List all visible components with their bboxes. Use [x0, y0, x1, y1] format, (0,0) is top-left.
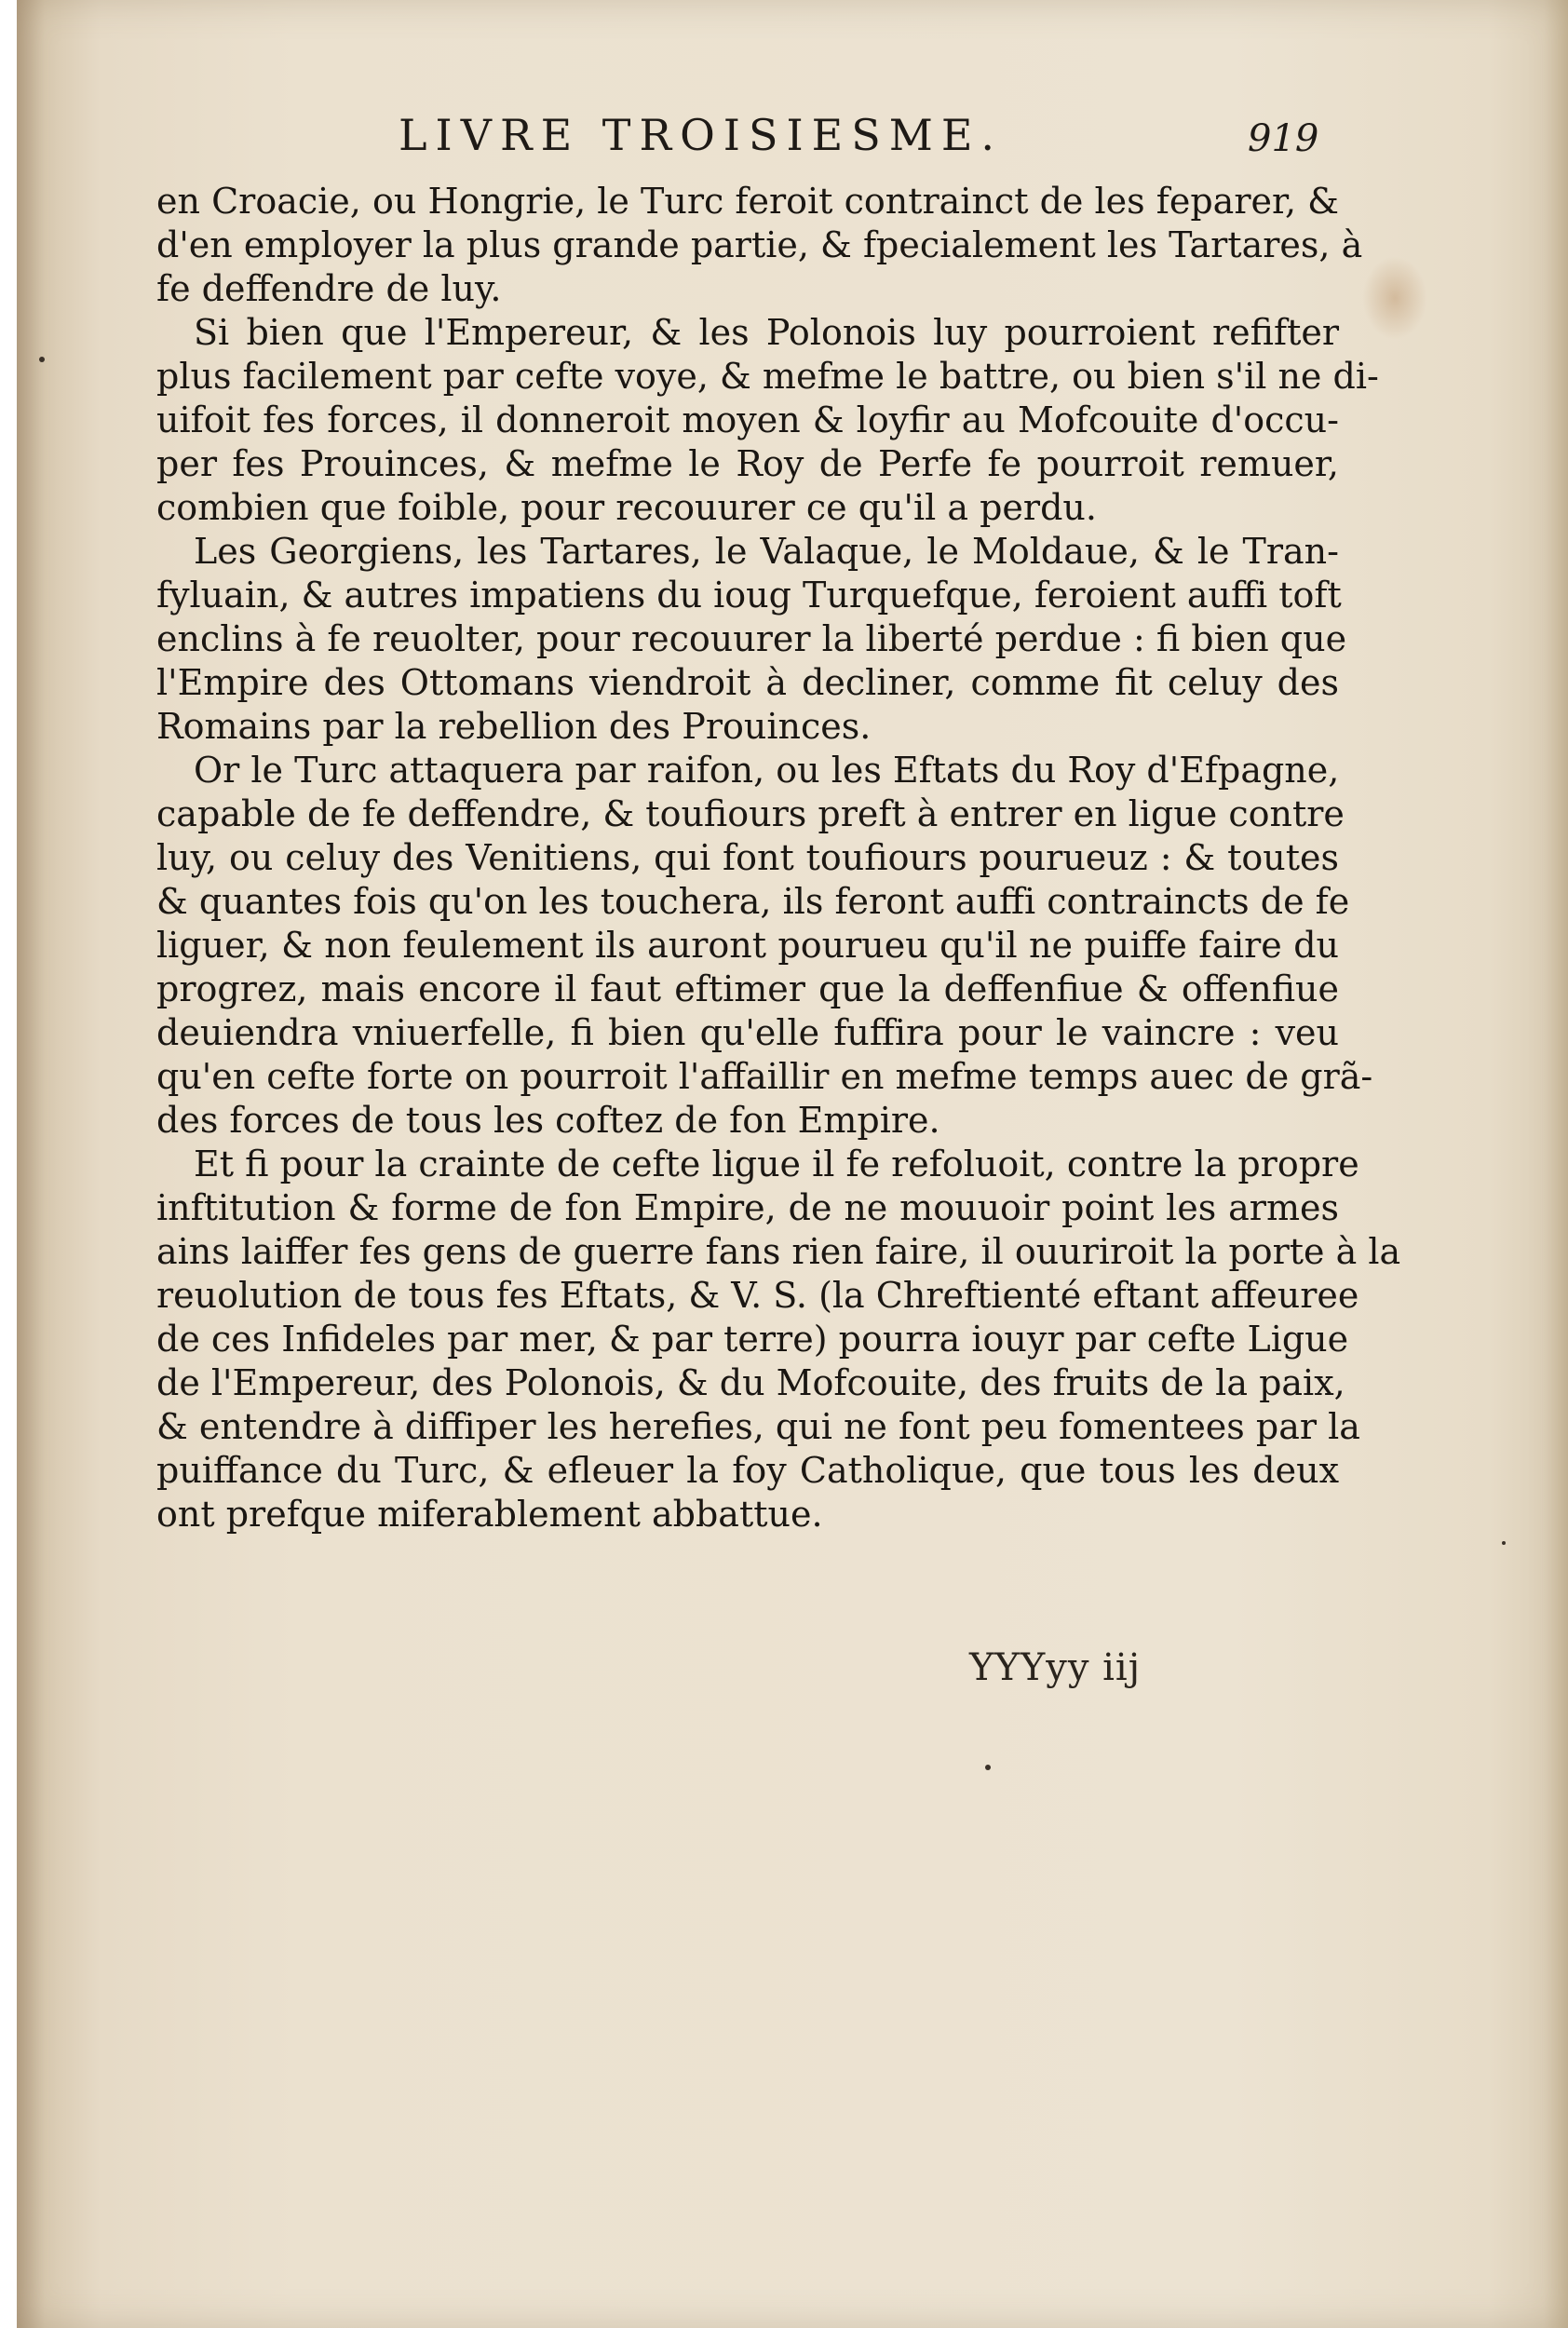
text-line: uifoit fes forces, il donneroit moyen & loyfir au Mofcouite d'occu-	[156, 399, 1339, 440]
text-line: des forces de tous les coftez de fon Empire.	[156, 1100, 940, 1141]
ink-speck	[39, 357, 45, 362]
text-line: plus facilement par cefte voye, & mefme le battre, ou bien s'il ne di-	[156, 356, 1379, 397]
text-line: combien que foible, pour recouurer ce qu'il a perdu.	[156, 487, 1097, 528]
running-title: LIVRE TROISIESME.	[399, 110, 1004, 160]
text-line: qu'en cefte forte on pourroit l'affaillir en mefme temps auec de grã-	[156, 1056, 1373, 1097]
text-line: per fes Prouinces, & mefme le Roy de Perfe fe pourroit remuer,	[156, 443, 1339, 484]
text-line: fyluain, & autres impatiens du ioug Turquefque, feroient auffi toft	[156, 575, 1342, 616]
text-line: en Croacie, ou Hongrie, le Turc feroit contrainct de les feparer, &	[156, 181, 1339, 222]
text-line: Or le Turc attaquera par raifon, ou les Eftats du Roy d'Efpagne,	[194, 750, 1340, 791]
text-line: d'en employer la plus grande partie, & fpecialement les Tartares, à	[156, 224, 1363, 265]
page-header	[17, 110, 1568, 166]
text-line: progrez, mais encore il faut eftimer que la deffenfiue & offenfiue	[156, 968, 1339, 1009]
text-line: & entendre à diffiper les herefies, qui ne font peu fomentees par la	[156, 1406, 1360, 1447]
text-line: Romains par la rebellion des Prouinces.	[156, 706, 872, 747]
text-line: liguer, & non feulement ils auront pourueu qu'il ne puiffe faire du	[156, 925, 1339, 966]
text-line: fe deffendre de luy.	[156, 268, 502, 309]
ink-speck	[985, 1765, 991, 1770]
text-line: l'Empire des Ottomans viendroit à decliner, comme fit celuy des	[156, 662, 1339, 703]
signature-mark: YYYyy iij	[969, 1646, 1142, 1689]
text-line: de ces Infideles par mer, & par terre) pourra iouyr par cefte Ligue	[156, 1319, 1349, 1360]
body-text	[156, 180, 1401, 1536]
paragraph	[156, 180, 1363, 311]
text-line: reuolution de tous fes Eftats, & V. S. (la Chreftienté eftant affeuree	[156, 1275, 1359, 1316]
text-line: inftitution & forme de fon Empire, de ne mouuoir point les armes	[156, 1187, 1339, 1228]
text-line: puiffance du Turc, & efleuer la foy Catholique, que tous les deux	[156, 1450, 1339, 1491]
text-line: Les Georgiens, les Tartares, le Valaque, le Moldaue, & le Tran-	[194, 531, 1339, 572]
paragraph	[156, 530, 1347, 749]
paragraph	[156, 1143, 1401, 1536]
text-line: Si bien que l'Empereur, & les Polonois luy pourroient refifter	[194, 312, 1339, 353]
book-page	[17, 0, 1568, 2328]
ink-speck	[1502, 1541, 1506, 1545]
text-line: & quantes fois qu'on les touchera, ils feront auffi contraincts de fe	[156, 881, 1350, 922]
page-number: 919	[1248, 117, 1319, 160]
text-line: capable de fe deffendre, & toufiours preft à entrer en ligue contre	[156, 793, 1345, 834]
text-line: de l'Empereur, des Polonois, & du Mofcouite, des fruits de la paix,	[156, 1362, 1345, 1403]
text-line: ains laiffer fes gens de guerre fans rien faire, il ouuriroit la porte à la	[156, 1231, 1401, 1272]
paragraph	[156, 749, 1373, 1143]
text-line: deuiendra vniuerfelle, fi bien qu'elle fuffira pour le vaincre : veu	[156, 1012, 1339, 1053]
paragraph	[156, 311, 1379, 530]
text-line: luy, ou celuy des Venitiens, qui font toufiours pourueuz : & toutes	[156, 837, 1339, 878]
text-line: Et fi pour la crainte de cefte ligue il fe refoluoit, contre la propre	[194, 1144, 1359, 1184]
text-line: ont prefque miferablement abbattue.	[156, 1494, 823, 1535]
text-line: enclins à fe reuolter, pour recouurer la liberté perdue : fi bien que	[156, 618, 1347, 659]
